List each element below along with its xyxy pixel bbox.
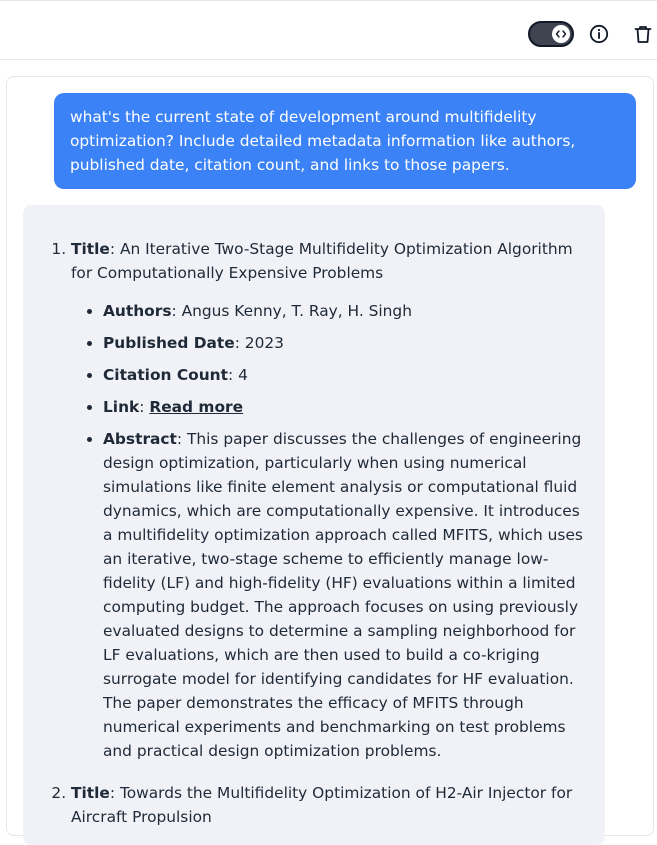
title-label: Title: [71, 784, 110, 802]
paper-item: 1. Title: An Iterative Two-Stage Multifidelity Optimization Algorithm for Computationally Expensive Problems • Authors: Angus Kenny, T. Ray, H. Singh • Published Date: 2023 • Citation Count: 4 • Link: Read more • Abstract: This paper discusses the challenges of engineering design optimization, particularly when using numerical simulations like finite element analysis or computational fluid dynamics, which are computationally expensive. It introduces a multifidelity optimization approach called MFITS, which uses an iterative, two-stage scheme to efficiently manage low-fidelity (LF) and high-fidelity (HF) evaluations within a limited computing budget. The approach focuses on using previously evaluated designs to determine a sampling neighborhood for LF evaluations, which are then used to build a co-kriging surrogate model for identifying candidates for HF evaluation. The paper demonstrates the efficacy of MFITS through numerical experiments and benchmarking on test problems and practical design optimization problems.: [71, 237, 589, 763]
link-label: Link: [103, 398, 140, 416]
citations-label: Citation Count: [103, 366, 228, 384]
abstract-row: • Abstract: This paper discusses the challenges of engineering design optimization, particularly when using numerical simulations like finite element analysis or computational fluid dynamics, which are computationally expensive. It introduces a multifidelity optimization approach called MFITS, which uses an iterative, two-stage scheme to efficiently manage low-fidelity (LF) and high-fidelity (HF) evaluations within a limited computing budget. The approach focuses on using previously evaluated designs to determine a sampling neighborhood for LF evaluations, which are then used to build a co-kriging surrogate model for identifying candidates for HF evaluation. The paper demonstrates the efficacy of MFITS through numerical experiments and benchmarking on test problems and practical design optimization problems.: [103, 427, 589, 763]
toggle-knob: [552, 25, 570, 43]
authors-row: • Authors: Angus Kenny, T. Ray, H. Singh: [103, 299, 589, 323]
abstract-label: Abstract: [103, 430, 177, 448]
trash-icon: [633, 24, 653, 44]
top-toolbar: [0, 0, 657, 60]
paper-list: [23, 237, 589, 829]
read-more-link[interactable]: Read more: [149, 398, 244, 416]
paper-title: An Iterative Two-Stage Multifidelity Optimization Algorithm for Computationally Expensive Problems: [71, 240, 573, 282]
link-row: • Link: Read more: [103, 395, 589, 419]
paper-item: 2. Title: Towards the Multifidelity Optimization of H2-Air Injector for Aircraft Propulsion: [71, 781, 589, 829]
title-label: Title: [71, 240, 110, 258]
published-row: • Published Date: 2023: [103, 331, 589, 355]
abstract-value: This paper discusses the challenges of engineering design optimization, particularly when using numerical simulations like finite element analysis or computational fluid dynamics, which are computationally expensive. It introduces a multifidelity optimization approach called MFITS, which uses an iterative, two-stage scheme to efficiently manage low-fidelity (LF) and high-fidelity (HF) evaluations within a limited computing budget. The approach focuses on using previously evaluated designs to determine a sampling neighborhood for LF evaluations, which are then used to build a co-kriging surrogate model for identifying candidates for HF evaluation. The paper demonstrates the efficacy of MFITS through numerical experiments and benchmarking on test problems and practical design optimization problems.: [103, 430, 583, 760]
citations-value: 4: [238, 366, 248, 384]
code-view-toggle[interactable]: [528, 21, 574, 47]
info-icon: [589, 24, 609, 44]
assistant-message: [23, 205, 605, 845]
published-value: 2023: [244, 334, 284, 352]
info-button[interactable]: [587, 22, 611, 46]
paper-metadata: [71, 299, 589, 763]
authors-label: Authors: [103, 302, 172, 320]
authors-value: Angus Kenny, T. Ray, H. Singh: [181, 302, 412, 320]
citations-row: • Citation Count: 4: [103, 363, 589, 387]
delete-button[interactable]: [631, 22, 655, 46]
published-label: Published Date: [103, 334, 235, 352]
user-message: what's the current state of development around multifidelity optimization? Include detailed metadata information like authors, published date, citation count, and links to those papers.: [54, 93, 636, 189]
paper-title: Towards the Multifidelity Optimization of H2-Air Injector for Aircraft Propulsion: [71, 784, 573, 826]
code-icon: [555, 28, 567, 40]
